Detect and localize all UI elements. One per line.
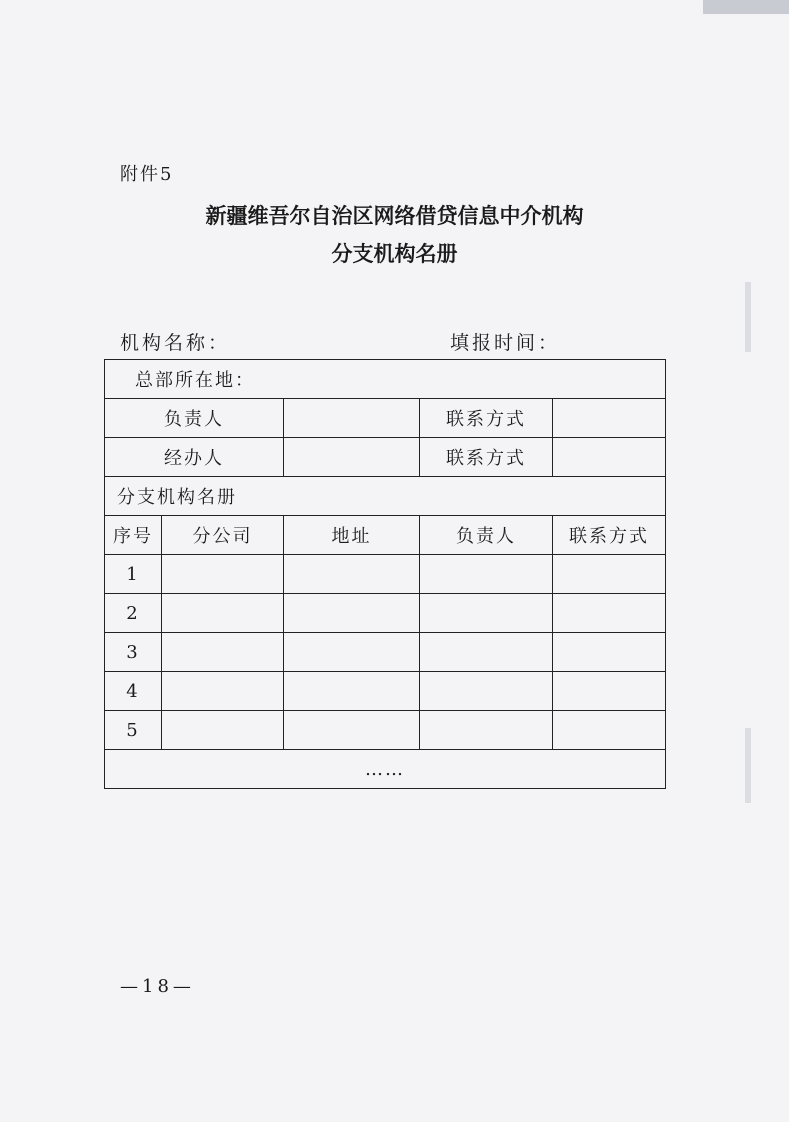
header-row — [105, 516, 666, 555]
ellipsis-row — [105, 750, 666, 789]
address-cell[interactable] — [284, 594, 420, 633]
responsible-cell[interactable] — [420, 555, 553, 594]
document-subtitle: 分支机构名册 — [331, 241, 458, 266]
address-cell[interactable] — [284, 672, 420, 711]
table-row — [105, 594, 666, 633]
table-row — [105, 672, 666, 711]
column-header: 负责人 — [420, 516, 553, 555]
address-cell[interactable] — [284, 633, 420, 672]
row-number: 1 — [105, 555, 162, 594]
branch-register-row — [105, 477, 666, 516]
contact-label-2: 联系方式 — [420, 438, 553, 477]
table-row — [105, 633, 666, 672]
branch-register-form — [104, 359, 666, 789]
address-cell[interactable] — [284, 555, 420, 594]
responsible-cell[interactable] — [420, 594, 553, 633]
row-number: 4 — [105, 672, 162, 711]
responsible-cell[interactable] — [420, 633, 553, 672]
ellipsis: …… — [105, 750, 666, 789]
row-number: 2 — [105, 594, 162, 633]
contact-cell[interactable] — [553, 672, 666, 711]
handler-contact-value-cell[interactable] — [553, 438, 666, 477]
responsible-label: 负责人 — [105, 399, 284, 438]
scan-artifact — [703, 0, 789, 14]
attachment-label: 附件5 — [120, 164, 174, 185]
table-row — [105, 711, 666, 750]
document-title: 新疆维吾尔自治区网络借贷信息中介机构 — [205, 203, 584, 228]
branch-register-label: 分支机构名册 — [105, 477, 666, 516]
column-header: 序号 — [105, 516, 162, 555]
branch-cell[interactable] — [162, 672, 284, 711]
contact-cell[interactable] — [553, 555, 666, 594]
column-header: 联系方式 — [553, 516, 666, 555]
column-header: 分公司 — [162, 516, 284, 555]
address-cell[interactable] — [284, 711, 420, 750]
contact-cell[interactable] — [553, 711, 666, 750]
branch-cell[interactable] — [162, 594, 284, 633]
fill-time-label: 填报时间： — [450, 332, 561, 354]
handler-row — [105, 438, 666, 477]
responsible-cell[interactable] — [420, 711, 553, 750]
responsible-row — [105, 399, 666, 438]
table-row — [105, 555, 666, 594]
scan-artifact — [745, 728, 751, 803]
org-name-label: 机构名称： — [120, 332, 231, 354]
scan-artifact — [745, 282, 751, 352]
branch-cell[interactable] — [162, 711, 284, 750]
row-number: 5 — [105, 711, 162, 750]
row-number: 3 — [105, 633, 162, 672]
contact-label: 联系方式 — [420, 399, 553, 438]
column-header: 地址 — [284, 516, 420, 555]
contact-value-cell[interactable] — [553, 399, 666, 438]
handler-value-cell[interactable] — [284, 438, 420, 477]
hq-row — [105, 360, 666, 399]
branch-cell[interactable] — [162, 555, 284, 594]
hq-label: 总部所在地： — [105, 360, 666, 399]
handler-label: 经办人 — [105, 438, 284, 477]
responsible-cell[interactable] — [420, 672, 553, 711]
page-number: —18— — [120, 976, 195, 997]
branch-cell[interactable] — [162, 633, 284, 672]
contact-cell[interactable] — [553, 633, 666, 672]
contact-cell[interactable] — [553, 594, 666, 633]
responsible-value-cell[interactable] — [284, 399, 420, 438]
